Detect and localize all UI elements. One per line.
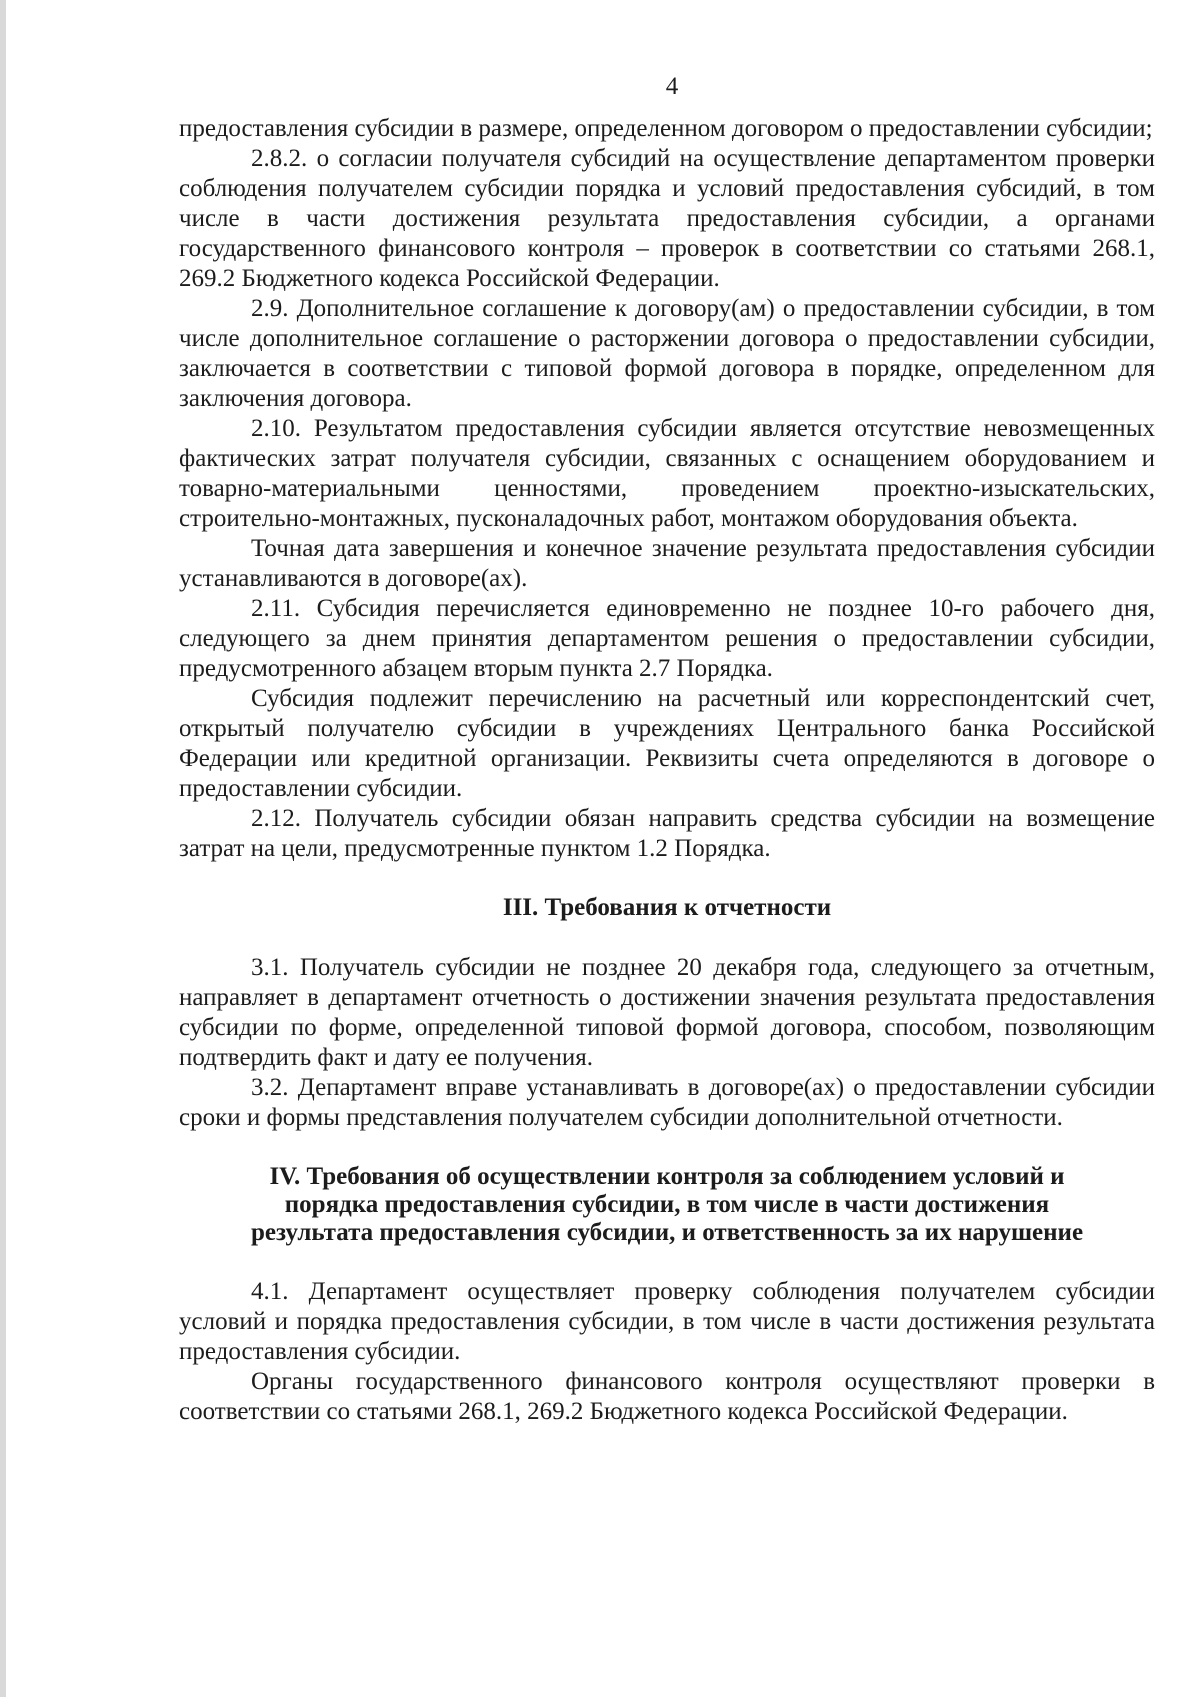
paragraph-transfer-account: Субсидия подлежит перечислению на расчетный или корреспондентский счет, открытый получателю субсидии в учреждениях Центрального банка Российской Федерации или кредитной организации. Реквизиты счета определяются в договоре о предоставлении субсидии. bbox=[179, 685, 1155, 802]
section-3-heading: III. Требования к отчетности bbox=[502, 894, 832, 921]
paragraph-2-8-2: 2.8.2. о согласии получателя субсидий на осуществление департаментом проверки соблюдения получателем субсидии порядка и условий предоставления субсидий, в том числе в части достижения результата предоставления субсидии, а органами государственного финансового контроля – проверок в соответствии со статьями 268.1, 269.2 Бюджетного кодекса Российской Федерации. bbox=[179, 145, 1155, 292]
paragraph-3-1: 3.1. Получатель субсидии не позднее 20 декабря года, следующего за отчетным, направляет в департамент отчетность о достижении значения результата предоставления субсидии по форме, определенной типовой формой договора, способом, позволяющим подтвердить факт и дату ее получения. bbox=[179, 954, 1155, 1071]
paragraph-continuation: предоставления субсидии в размере, определенном договором о предоставлении субсидии; bbox=[179, 115, 1153, 142]
paragraph-2-10: 2.10. Результатом предоставления субсидии является отсутствие невозмещенных фактических затрат получателя субсидии, связанных с оснащением оборудованием и товарно-материальными ценностями, проведением проектно-изыскательских, строительно-монтажных, пусконаладочных работ, монтажом оборудования объекта. bbox=[179, 415, 1155, 532]
section-4-heading-line-2: порядка предоставления субсидии, в том числе в части достижения bbox=[284, 1191, 1050, 1218]
paragraph-2-11: 2.11. Субсидия перечисляется единовременно не позднее 10-го рабочего дня, следующего за днем принятия департаментом решения о предоставлении субсидии, предусмотренного абзацем вторым пункта 2.7 Порядка. bbox=[179, 595, 1155, 682]
paragraph-3-2: 3.2. Департамент вправе устанавливать в договоре(ах) о предоставлении субсидии сроки и формы представления получателем субсидии дополнительной отчетности. bbox=[179, 1074, 1155, 1131]
paragraph-financial-control: Органы государственного финансового контроля осуществляют проверки в соответствии со статьями 268.1, 269.2 Бюджетного кодекса Российской Федерации. bbox=[179, 1368, 1155, 1425]
paragraph-2-9: 2.9. Дополнительное соглашение к договору(ам) о предоставлении субсидии, в том числе дополнительное соглашение о расторжении договора о предоставлении субсидии, заключается в соответствии с типовой формой договора в порядке, определенном для заключения договора. bbox=[179, 295, 1155, 412]
section-4-heading-line-1: IV. Требования об осуществлении контроля за соблюдением условий и bbox=[269, 1163, 1065, 1190]
section-4-heading bbox=[179, 1163, 1155, 1247]
paragraph-result-date: Точная дата завершения и конечное значение результата предоставления субсидии устанавливаются в договоре(ах). bbox=[179, 535, 1155, 592]
section-4-heading-line-3: результата предоставления субсидии, и ответственность за их нарушение bbox=[250, 1219, 1084, 1246]
page-number: 4 bbox=[665, 73, 679, 100]
paragraph-4-1: 4.1. Департамент осуществляет проверку соблюдения получателем субсидии условий и порядка предоставления субсидии, в том числе в части достижения результата предоставления субсидии. bbox=[179, 1278, 1155, 1365]
document-page bbox=[6, 0, 1200, 1697]
page-content bbox=[179, 72, 1155, 1427]
paragraph-2-12: 2.12. Получатель субсидии обязан направить средства субсидии на возмещение затрат на цели, предусмотренные пунктом 1.2 Порядка. bbox=[179, 805, 1155, 862]
